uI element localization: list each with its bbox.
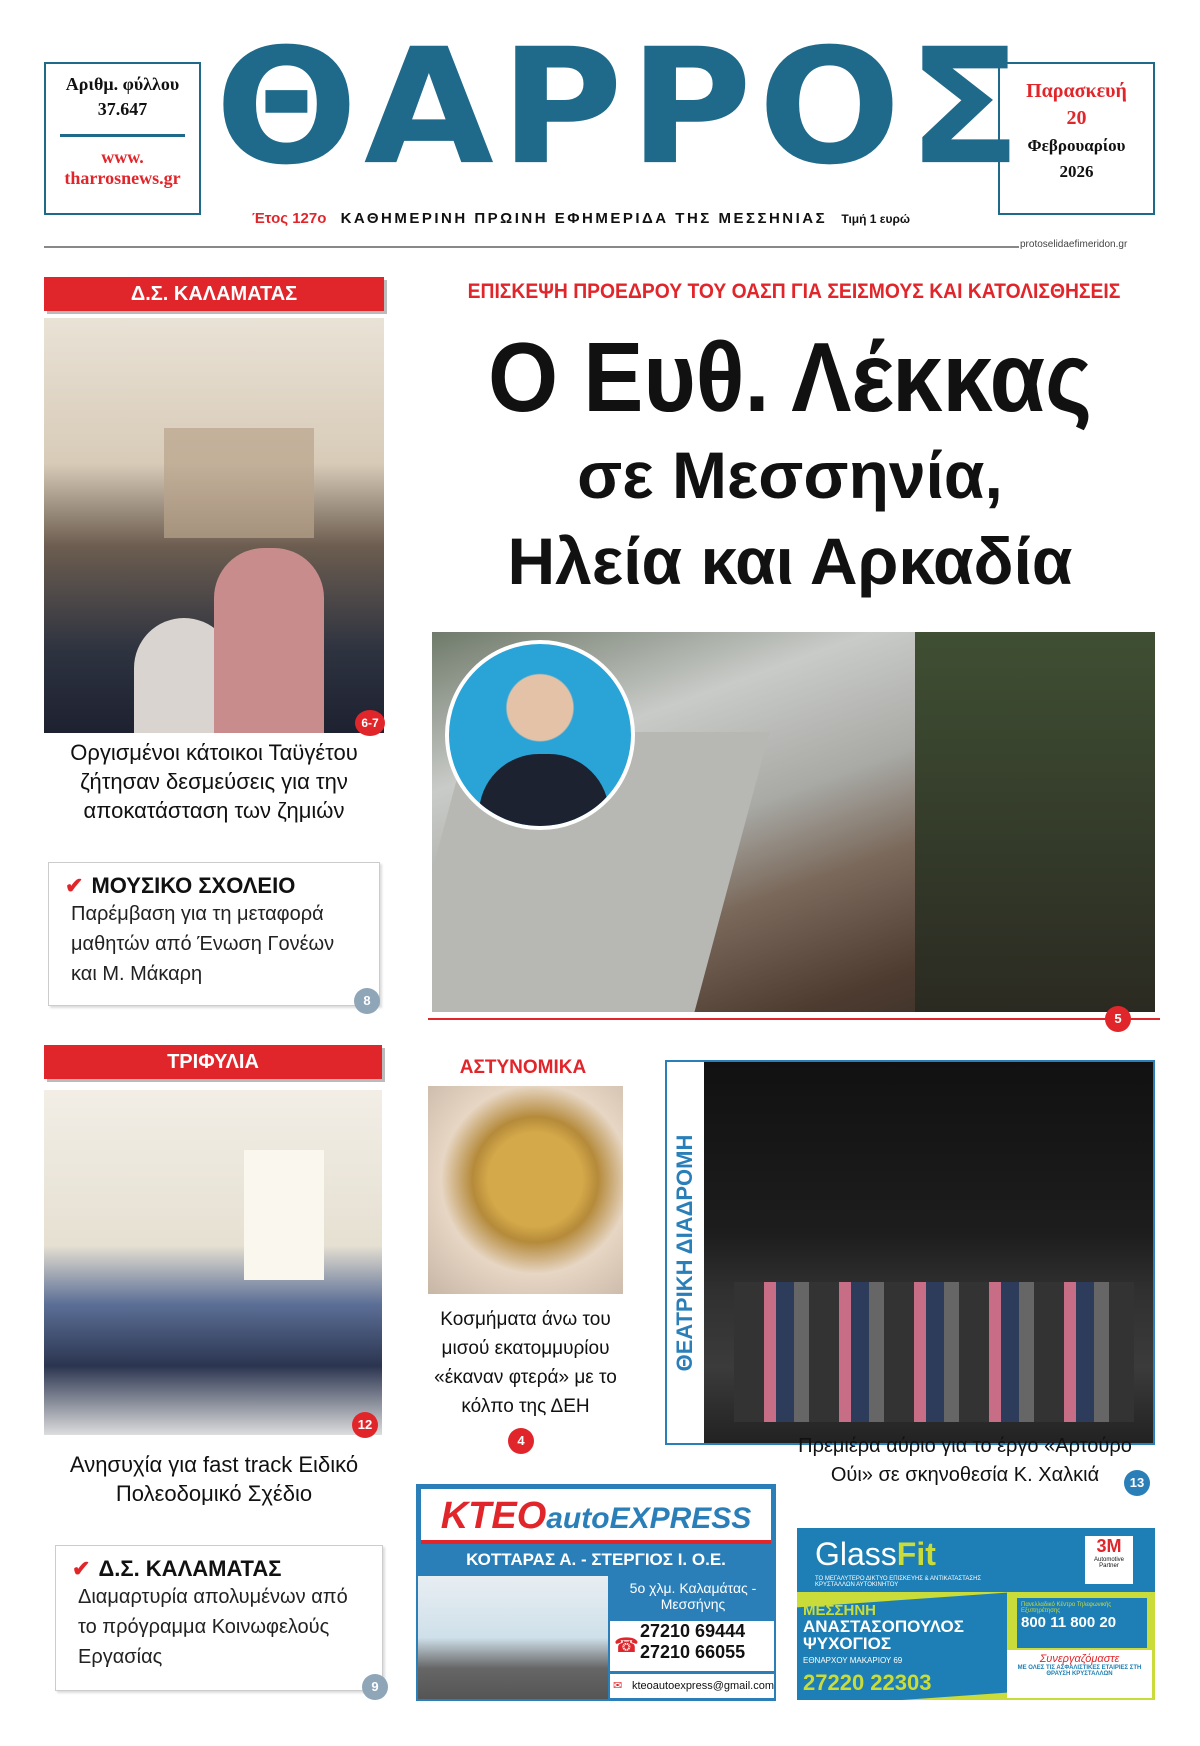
portrait-inset bbox=[445, 640, 635, 830]
day: Παρασκευή bbox=[1026, 80, 1127, 102]
year: 2026 bbox=[1059, 162, 1094, 181]
website-prefix[interactable]: www. bbox=[101, 147, 144, 167]
section-label: ΑΣΤΥΝΟΜΙΚΑ bbox=[459, 1057, 587, 1078]
mail-icon: ✉ bbox=[613, 1680, 623, 1692]
lead-rule bbox=[428, 1018, 1160, 1020]
page-badge: 5 bbox=[1105, 1006, 1131, 1032]
headline-line-3: Ηλεία και Αρκαδία bbox=[507, 524, 1073, 598]
page-badge: 12 bbox=[352, 1412, 378, 1438]
music-school-box[interactable] bbox=[48, 862, 380, 1006]
month: Φεβρουαρίου bbox=[1027, 136, 1126, 155]
issue-label: Αριθμ. φύλλου bbox=[65, 74, 180, 94]
3m-badge: 3M Automotive Partner bbox=[1085, 1536, 1133, 1584]
phone-icon: ☎ bbox=[614, 1635, 639, 1657]
theatre-vertical-label: ΘΕΑΤΡΙΚΗ ΔΙΑΔΡΟΜΗ bbox=[667, 1062, 703, 1443]
issue-box bbox=[44, 62, 201, 215]
check-icon: ✔ bbox=[72, 1556, 91, 1581]
kteo-address: 5ο χλμ. Καλαμάτας - Μεσσήνης bbox=[629, 1580, 757, 1612]
headline-line-1: Ο Ευθ. Λέκκας bbox=[488, 322, 1092, 432]
kteo-company: ΚΟΤΤΑΡΑΣ Α. - ΣΤΕΡΓΙΟΣ Ι. Ο.Ε. bbox=[466, 1550, 726, 1569]
glassfit-ad[interactable]: GlassFit ΤΟ ΜΕΓΑΛΥΤΕΡΟ ΔΙΚΤΥΟ ΕΠΙΣΚΕΥΗΣ & ΑΝΤΙΚΑΤΑΣΤΑΣΗΣ ΚΡΥΣΤΑΛΛΩΝ ΑΥΤΟΚΙΝΗΤΟΥ 3M Automotive Partner ΜΕΣΣΗΝΗ ΑΝΑΣΤΑΣΟΠΟΥΛΟΣ ΨΥΧΟΓΙΟΣ ΕΘΝΑΡΧΟΥ ΜΑΚΑΡΙΟΥ 69 27220 22303 Πανελλαδικό Κέντρο Τηλεφωνικής Εξυπηρέτησης 800 11 800 20 Συνεργαζόμαστε ΜΕ ΟΛΕΣ ΤΙΣ ΑΣΦΑΛΙΣΤΙΚΕΣ ΕΤΑΙΡΙΕΣ ΣΤΗ ΘΡΑΥΣΗ ΚΡΥΣΤΑΛΛΩΝ bbox=[797, 1528, 1155, 1700]
story-caption[interactable]: Οργισμένοι κάτοικοι Ταϋγέτου ζήτησαν δεσμεύσεις για την αποκατάσταση των ζημιών bbox=[70, 740, 358, 823]
theatre-cast-photo bbox=[704, 1062, 1153, 1443]
date-box bbox=[998, 62, 1155, 215]
kteo-brand: KTEOautoEXPRESS bbox=[421, 1489, 771, 1544]
lead-kicker: ΕΠΙΣΚΕΨΗ ΠΡΟΕΔΡΟΥ ΤΟΥ ΟΑΣΠ ΓΙΑ ΣΕΙΣΜΟΥΣ ΚΑΙ ΚΑΤΟΛΙΣΘΗΣΕΙΣ bbox=[467, 280, 1121, 303]
box-text: Παρέμβαση για τη μεταφορά μαθητών από Ένωση Γονέων και Μ. Μάκαρη bbox=[71, 903, 335, 985]
tagline-row bbox=[252, 210, 952, 227]
newspaper-logo: ΘΑΡΡΟΣ bbox=[215, 13, 1028, 201]
box-title: ✔ Δ.Σ. ΚΑΛΑΜΑΤΑΣ bbox=[72, 1556, 282, 1581]
box-title: ✔ ΜΟΥΣΙΚΟ ΣΧΟΛΕΙΟ bbox=[65, 873, 296, 898]
section-label: Δ.Σ. ΚΑΛΑΜΑΤΑΣ bbox=[44, 277, 384, 311]
lead-headline[interactable] bbox=[420, 322, 1160, 604]
meeting-hall-photo bbox=[44, 1090, 382, 1435]
story-caption[interactable]: Κοσμήματα άνω του μισού εκατομμυρίου «έκαναν φτερά» με το κόλπο της ΔΕΗ bbox=[434, 1309, 617, 1417]
date: 20 bbox=[1066, 107, 1087, 129]
check-icon: ✔ bbox=[65, 873, 84, 898]
kteo-phones: ☎ 27210 69444 27210 66055 bbox=[610, 1621, 774, 1671]
issue-number: 37.647 bbox=[97, 99, 148, 119]
kteo-building-photo bbox=[418, 1576, 608, 1699]
story-caption[interactable]: Πρεμιέρα αύριο για το έργο «Αρτούρο Ούι» σε σκηνοθεσία Κ. Χαλκιά bbox=[798, 1435, 1132, 1486]
price: Τιμή 1 ευρώ bbox=[841, 212, 911, 226]
page-badge: 8 bbox=[354, 988, 380, 1014]
council-protest-box[interactable] bbox=[55, 1545, 383, 1691]
year-label: Έτος 127ο bbox=[252, 210, 327, 227]
story-caption[interactable]: Ανησυχία για fast track Ειδικό Πολεοδομικό Σχέδιο bbox=[69, 1452, 359, 1506]
glassfit-brand: GlassFit bbox=[815, 1536, 936, 1572]
headline-line-2: σε Μεσσηνία, bbox=[577, 438, 1003, 512]
kteo-email-row: ✉ kteoautoexpress@gmail.com bbox=[610, 1674, 774, 1698]
divider bbox=[60, 134, 185, 137]
page-badge: 6-7 bbox=[355, 710, 385, 736]
tagline: ΚΑΘΗΜΕΡΙΝΗ ΠΡΩΙΝΗ ΕΦΗΜΕΡΙΔΑ ΤΗΣ ΜΕΣΣΗΝΙΑΣ bbox=[340, 210, 828, 227]
page-badge: 13 bbox=[1124, 1470, 1150, 1496]
jewelry-photo bbox=[428, 1086, 623, 1294]
council-meeting-photo bbox=[44, 318, 384, 733]
website-link[interactable]: tharrosnews.gr bbox=[64, 168, 181, 188]
header-rule bbox=[44, 246, 1019, 248]
section-label: ΤΡΙΦΥΛΙΑ bbox=[44, 1045, 382, 1079]
kteo-ad[interactable] bbox=[416, 1484, 776, 1701]
box-text: Διαμαρτυρία απολυμένων από το πρόγραμμα Κοινωφελούς Εργασίας bbox=[78, 1586, 348, 1668]
page-badge: 4 bbox=[508, 1428, 534, 1454]
page-badge: 9 bbox=[362, 1674, 388, 1700]
source-label: protoselidaefimeridon.gr bbox=[1020, 239, 1128, 250]
